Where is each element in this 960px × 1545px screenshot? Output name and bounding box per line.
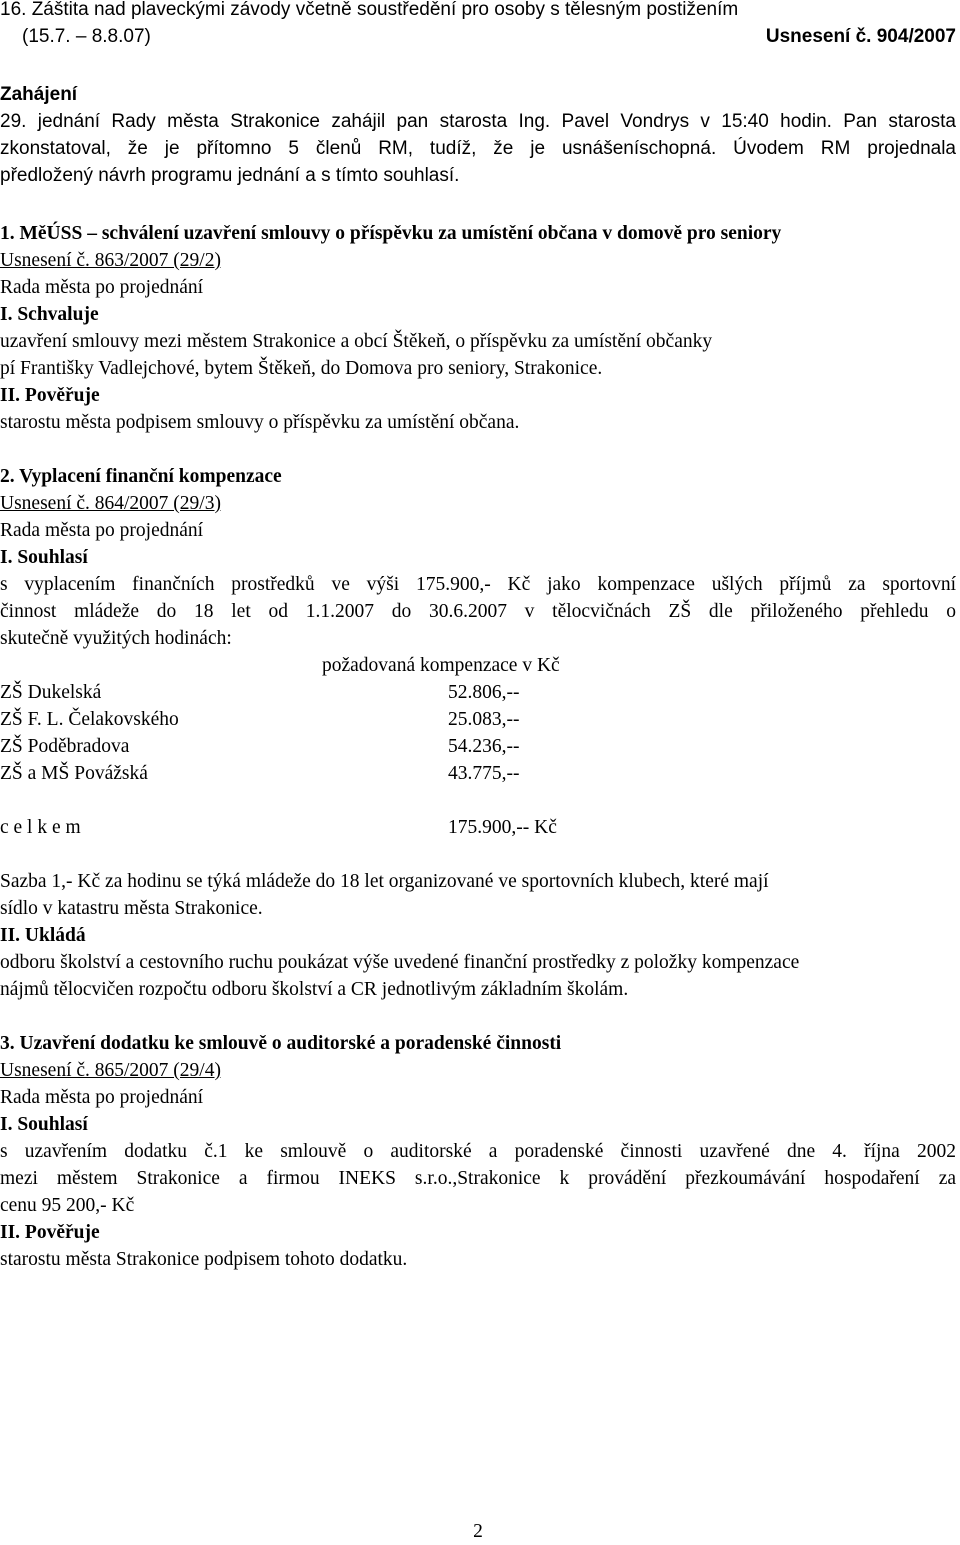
school-amount: 25.083,-- xyxy=(448,709,520,730)
school-amount: 52.806,-- xyxy=(448,682,520,703)
table-total-row xyxy=(0,814,956,841)
school-amount: 54.236,-- xyxy=(448,736,520,757)
item2-part1-line-3: skutečně využitých hodinách: xyxy=(0,628,232,649)
item3-part2-text: starostu města Strakonice podpisem tohoto dodatku. xyxy=(0,1249,408,1270)
item2-resolution: Usnesení č. 864/2007 (29/3) xyxy=(0,493,221,514)
table-row xyxy=(0,760,956,787)
table-row xyxy=(0,706,956,733)
school-name: ZŠ Dukelská xyxy=(0,682,102,703)
total-label: c e l k e m xyxy=(0,817,81,838)
item1-title: 1. MěÚSS – schválení uzavření smlouvy o příspěvku za umístění občana v domově pro seniory xyxy=(0,223,782,244)
item2-note-line-2: sídlo v katastru města Strakonice. xyxy=(0,898,263,919)
header-resolution-number: Usnesení č. 904/2007 xyxy=(765,26,956,47)
item2-part2-heading: II. Ukládá xyxy=(0,925,86,946)
item3-title: 3. Uzavření dodatku ke smlouvě o auditorské a poradenské činnosti xyxy=(0,1033,562,1054)
item2-council: Rada města po projednání xyxy=(0,520,204,541)
table-row xyxy=(0,679,956,706)
item3-resolution: Usnesení č. 865/2007 (29/4) xyxy=(0,1060,221,1081)
item1-part1-line-1: uzavření smlouvy mezi městem Strakonice a obcí Štěkeň, o příspěvku za umístění občanky xyxy=(0,331,713,352)
header-date-range: (15.7. – 8.8.07) xyxy=(22,26,151,47)
opening-line-1: 29. jednání Rady města Strakonice zahájil pan starosta Ing. Pavel Vondrys v 15:40 hodin. Pan starosta xyxy=(0,111,956,132)
total-amount: 175.900,-- Kč xyxy=(448,817,557,838)
item1-part1-line-2: pí Františky Vadlejchové, bytem Štěkeň, do Domova pro seniory, Strakonice. xyxy=(0,358,603,379)
opening-line-2: zkonstatoval, že je přítomno 5 členů RM, tudíž, že je usnášeníschopná. Úvodem RM projednala xyxy=(0,138,956,159)
header-subline xyxy=(0,23,956,50)
item2-title: 2. Vyplacení finanční kompenzace xyxy=(0,466,282,487)
item3-part1-heading: I. Souhlasí xyxy=(0,1114,88,1135)
school-name: ZŠ F. L. Čelakovského xyxy=(0,709,179,730)
school-name: ZŠ Poděbradova xyxy=(0,736,130,757)
item2-part1-line-2: činnost mládeže do 18 let od 1.1.2007 do 30.6.2007 v tělocvičnách ZŠ dle přiloženého přehledu o xyxy=(0,601,956,622)
item2-part1-line-1: s vyplacením finančních prostředků ve výši 175.900,- Kč jako kompenzace ušlých příjmů za sportovní xyxy=(0,574,956,595)
table-row xyxy=(0,733,956,760)
school-name: ZŠ a MŠ Povážská xyxy=(0,763,148,784)
item1-part2-text: starostu města podpisem smlouvy o příspěvku za umístění občana. xyxy=(0,412,520,433)
item1-part2-heading: II. Pověřuje xyxy=(0,385,100,406)
item3-part1-line-1: s uzavřením dodatku č.1 ke smlouvě o auditorské a poradenské činnosti uzavřené dne 4. října 2002 xyxy=(0,1141,956,1162)
item3-part2-heading: II. Pověřuje xyxy=(0,1222,100,1243)
page-number: 2 xyxy=(473,1521,483,1542)
item2-part2-line-2: nájmů tělocvičen rozpočtu odboru školství a CR jednotlivým základním školám. xyxy=(0,979,629,1000)
header-title: 16. Záštita nad plaveckými závody včetně soustředění pro osoby s tělesným postižením xyxy=(0,0,739,20)
item2-part2-line-1: odboru školství a cestovního ruchu poukázat výše uvedené finanční prostředky z položky kompenzace xyxy=(0,952,800,973)
item2-note-line-1: Sazba 1,- Kč za hodinu se týká mládeže do 18 let organizované ve sportovních klubech, které mají xyxy=(0,871,769,892)
item3-council: Rada města po projednání xyxy=(0,1087,204,1108)
compensation-table-header: požadovaná kompenzace v Kč xyxy=(322,655,560,676)
opening-line-3: předložený návrh programu jednání a s tímto souhlasí. xyxy=(0,165,460,186)
item3-part1-line-2: mezi městem Strakonice a firmou INEKS s.r.o.,Strakonice k provádění přezkoumávání hospodaření za xyxy=(0,1168,956,1189)
opening-title: Zahájení xyxy=(0,84,78,105)
item1-council: Rada města po projednání xyxy=(0,277,204,298)
item3-part1-line-3: cenu 95 200,- Kč xyxy=(0,1195,135,1216)
school-amount: 43.775,-- xyxy=(448,763,520,784)
item1-resolution: Usnesení č. 863/2007 (29/2) xyxy=(0,250,221,271)
item2-part1-heading: I. Souhlasí xyxy=(0,547,88,568)
item1-part1-heading: I. Schvaluje xyxy=(0,304,99,325)
